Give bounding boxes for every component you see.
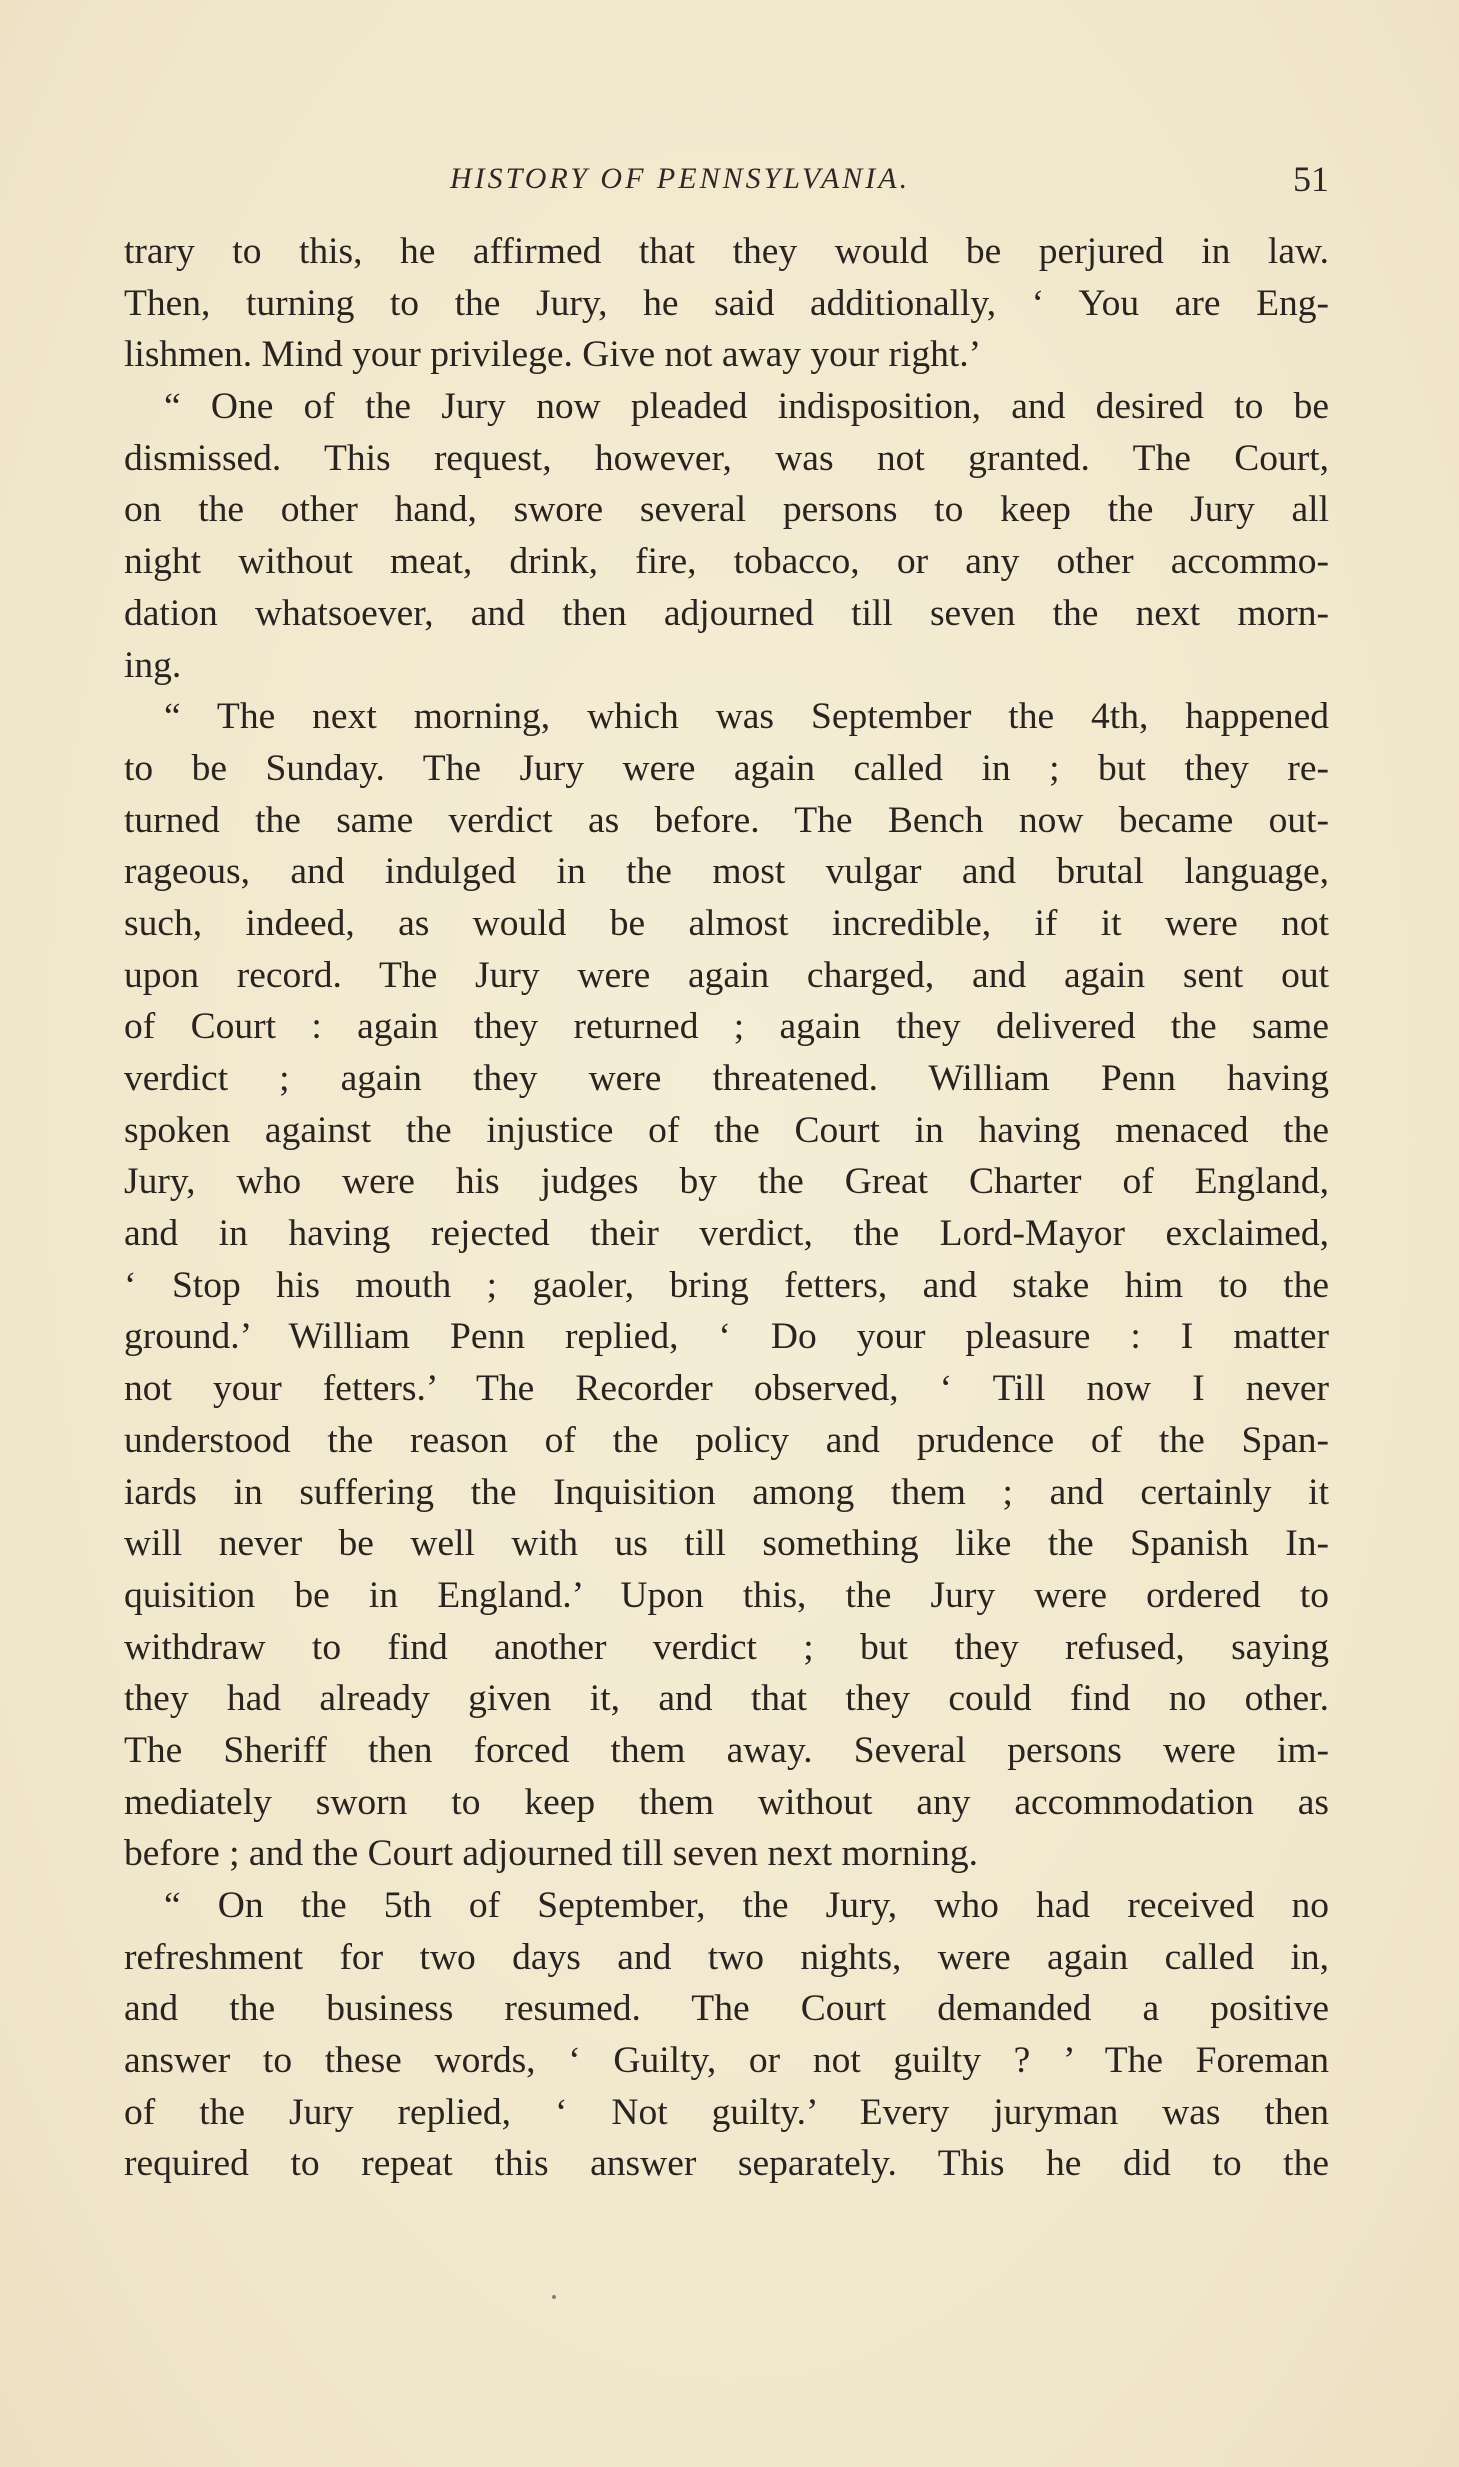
- text-line: not your fetters.’ The Recorder observed, ‘ Till now I never: [124, 1368, 1329, 1410]
- body-text: [124, 226, 1329, 2190]
- text-line: “ On the 5th of September, the Jury, who had received no: [164, 1885, 1329, 1926]
- page-number: 51: [1293, 159, 1329, 199]
- text-line: such, indeed, as would be almost incredible, if it were not: [124, 902, 1329, 944]
- text-line: dation whatsoever, and then adjourned till seven the next morn-: [124, 592, 1329, 634]
- running-title: HISTORY OF PENNSYLVANIA.: [450, 162, 911, 195]
- text-line: rageous, and indulged in the most vulgar and brutal language,: [124, 851, 1329, 893]
- paper-speck: [552, 2295, 556, 2299]
- text-line: quisition be in England.’ Upon this, the Jury were ordered to: [124, 1574, 1329, 1616]
- text-line: “ The next morning, which was September the 4th, happened: [164, 696, 1329, 738]
- text-line: ground.’ William Penn replied, ‘ Do your pleasure : I matter: [124, 1316, 1329, 1358]
- text-line: answer to these words, ‘ Guilty, or not guilty ? ’ The Foreman: [124, 2040, 1329, 2082]
- text-line: lishmen. Mind your privilege. Give not away your right.’: [124, 334, 982, 376]
- text-line: of the Jury replied, ‘ Not guilty.’ Every juryman was then: [124, 2091, 1329, 2133]
- text-line: and the business resumed. The Court demanded a positive: [124, 1988, 1329, 2030]
- running-head: [124, 158, 1329, 208]
- text-line: dismissed. This request, however, was not granted. The Court,: [124, 437, 1329, 479]
- text-line: will never be well with us till something like the Spanish In-: [124, 1523, 1329, 1565]
- text-line: on the other hand, swore several persons to keep the Jury all: [124, 489, 1329, 531]
- text-line: Then, turning to the Jury, he said additionally, ‘ You are Eng-: [124, 282, 1329, 324]
- text-line: withdraw to find another verdict ; but they refused, saying: [124, 1626, 1329, 1668]
- text-line: of Court : again they returned ; again they delivered the same: [124, 1006, 1329, 1048]
- text-line: verdict ; again they were threatened. William Penn having: [124, 1058, 1329, 1099]
- text-line: required to repeat this answer separately. This he did to the: [124, 2143, 1329, 2185]
- text-line: and in having rejected their verdict, the Lord-Mayor exclaimed,: [124, 1213, 1329, 1255]
- text-line: spoken against the injustice of the Court in having menaced the: [124, 1109, 1329, 1151]
- text-line: mediately sworn to keep them without any accommodation as: [124, 1781, 1329, 1823]
- text-line: they had already given it, and that they could find no other.: [124, 1678, 1329, 1720]
- text-line: “ One of the Jury now pleaded indisposition, and desired to be: [164, 386, 1329, 428]
- text-line: turned the same verdict as before. The Bench now became out-: [124, 799, 1329, 841]
- text-line: night without meat, drink, fire, tobacco, or any other accommo-: [124, 541, 1329, 583]
- text-line: ing.: [124, 644, 182, 686]
- text-line: The Sheriff then forced them away. Several persons were im-: [124, 1729, 1329, 1771]
- text-line: before ; and the Court adjourned till seven next morning.: [124, 1833, 978, 1875]
- text-line: Jury, who were his judges by the Great Charter of England,: [124, 1161, 1329, 1203]
- text-line: upon record. The Jury were again charged, and again sent out: [124, 954, 1329, 996]
- text-line: iards in suffering the Inquisition among them ; and certainly it: [124, 1471, 1329, 1513]
- text-line: understood the reason of the policy and prudence of the Span-: [124, 1419, 1329, 1461]
- text-line: ‘ Stop his mouth ; gaoler, bring fetters, and stake him to the: [124, 1264, 1329, 1306]
- text-line: trary to this, he affirmed that they would be perjured in law.: [124, 231, 1329, 272]
- text-line: to be Sunday. The Jury were again called in ; but they re-: [124, 747, 1329, 789]
- text-line: refreshment for two days and two nights, were again called in,: [124, 1936, 1329, 1978]
